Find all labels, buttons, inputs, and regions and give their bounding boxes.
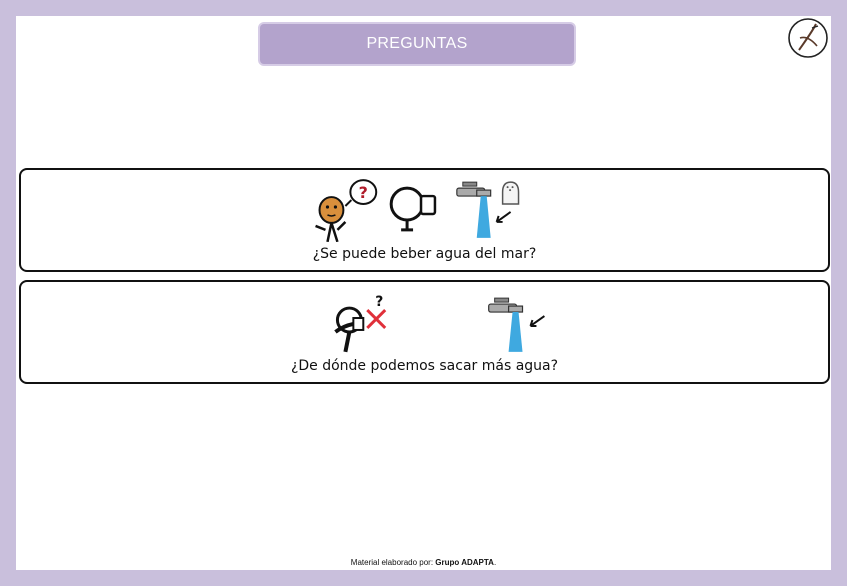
question-text-2: ¿De dónde podemos sacar más agua?	[290, 358, 559, 374]
thinking-person-icon	[316, 180, 377, 242]
drinking-icon	[391, 188, 435, 230]
svg-text:?: ?	[358, 183, 368, 203]
page-title	[258, 22, 576, 66]
question-card-2	[19, 280, 830, 384]
question-card-1	[19, 168, 830, 272]
footer-credit	[16, 558, 831, 567]
question-text-1: ¿Se puede beber agua del mar?	[312, 246, 537, 262]
no-drink-icon	[335, 294, 385, 352]
pictogram-row-2	[21, 288, 828, 354]
footer-author: Grupo ADAPTA	[435, 558, 494, 567]
salt-shaker-icon	[503, 182, 519, 204]
footer-prefix: Material elaborado por:	[350, 558, 434, 567]
footer-suffix: .	[493, 558, 497, 567]
svg-text:?: ?	[375, 294, 384, 311]
pictogram-row-1	[21, 176, 828, 242]
tap-icon	[489, 298, 545, 352]
logo-icon	[786, 16, 830, 60]
page-title-text: PREGUNTAS	[366, 35, 468, 52]
slide	[16, 16, 831, 570]
